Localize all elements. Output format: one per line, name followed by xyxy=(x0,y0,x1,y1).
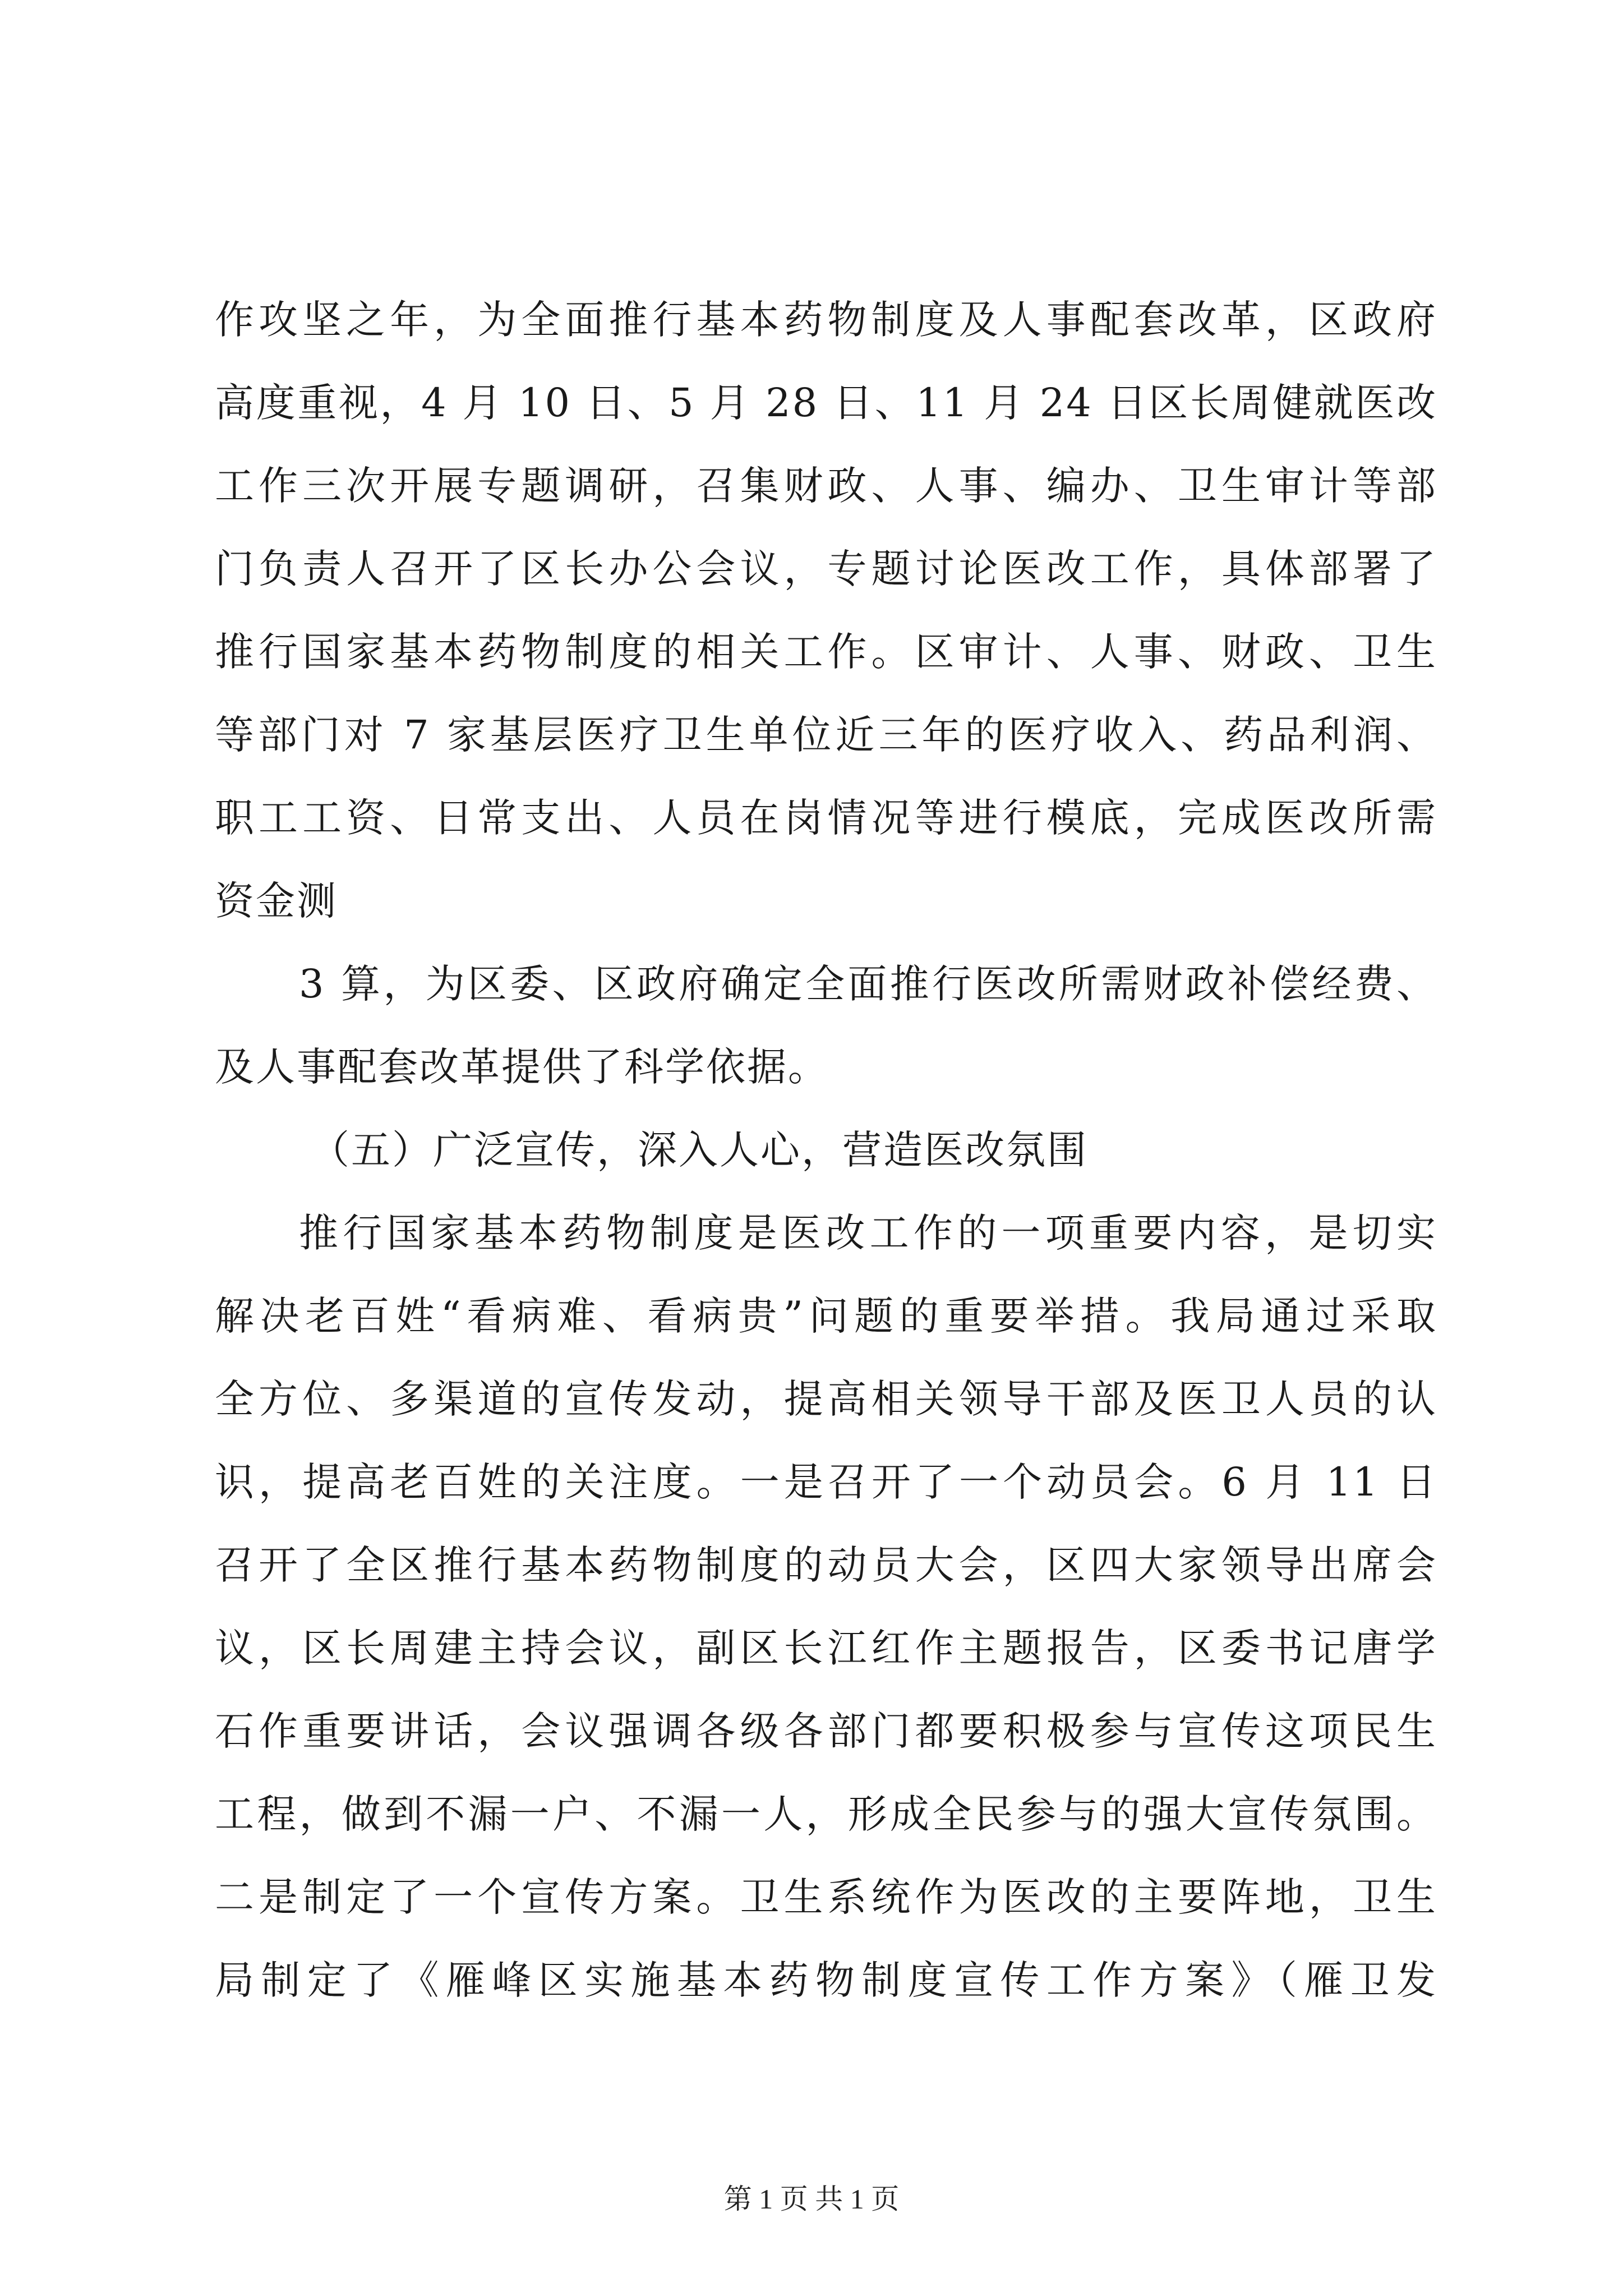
section-heading: （五）广泛宣传，深入人心，营造医改氛围 xyxy=(310,1127,1088,1173)
body-line: 议，区长周建主持会议，副区长江红作主题报告，区委书记唐学 xyxy=(215,1625,1437,1671)
body-line: 工作三次开展专题调研，召集财政、人事、编办、卫生审计等部 xyxy=(215,463,1437,509)
body-line: 3 算，为区委、区政府确定全面推行医改所需财政补偿经费、 xyxy=(299,961,1437,1007)
body-line: 解决老百姓“看病难、看病贵”问题的重要举措。我局通过采取 xyxy=(215,1293,1437,1339)
body-line: 全方位、多渠道的宣传发动，提高相关领导干部及医卫人员的认 xyxy=(215,1376,1437,1422)
body-line: 局制定了《雁峰区实施基本药物制度宣传工作方案》（雁卫发 xyxy=(215,1957,1437,2003)
body-line: 等部门对 7 家基层医疗卫生单位近三年的医疗收入、药品利润、 xyxy=(215,712,1437,758)
body-line: 高度重视，4 月 10 日、5 月 28 日、11 月 24 日区长周健就医改 xyxy=(215,380,1437,426)
body-line: 作攻坚之年，为全面推行基本药物制度及人事配套改革，区政府 xyxy=(215,297,1437,343)
body-line: 二是制定了一个宣传方案。卫生系统作为医改的主要阵地，卫生 xyxy=(215,1874,1437,1920)
body-line: 召开了全区推行基本药物制度的动员大会，区四大家领导出席会 xyxy=(215,1542,1437,1588)
body-line: 石作重要讲话，会议强调各级各部门都要积极参与宣传这项民生 xyxy=(215,1708,1437,1754)
body-line: 职工工资、日常支出、人员在岗情况等进行模底，完成医改所需 xyxy=(215,795,1437,841)
body-line: 资金测 xyxy=(215,878,338,924)
body-line: 推行国家基本药物制度的相关工作。区审计、人事、财政、卫生 xyxy=(215,629,1437,675)
body-line: 门负责人召开了区长办公会议，专题讨论医改工作，具体部署了 xyxy=(215,546,1437,592)
body-line: 推行国家基本药物制度是医改工作的一项重要内容，是切实 xyxy=(299,1210,1437,1256)
page-footer: 第 1 页 共 1 页 xyxy=(723,2183,900,2215)
body-line: 识，提高老百姓的关注度。一是召开了一个动员会。6 月 11 日 xyxy=(215,1459,1437,1505)
body-line: 及人事配套改革提供了科学依据。 xyxy=(215,1044,829,1090)
body-line: 工程，做到不漏一户、不漏一人，形成全民参与的强大宣传氛围。 xyxy=(215,1791,1437,1837)
